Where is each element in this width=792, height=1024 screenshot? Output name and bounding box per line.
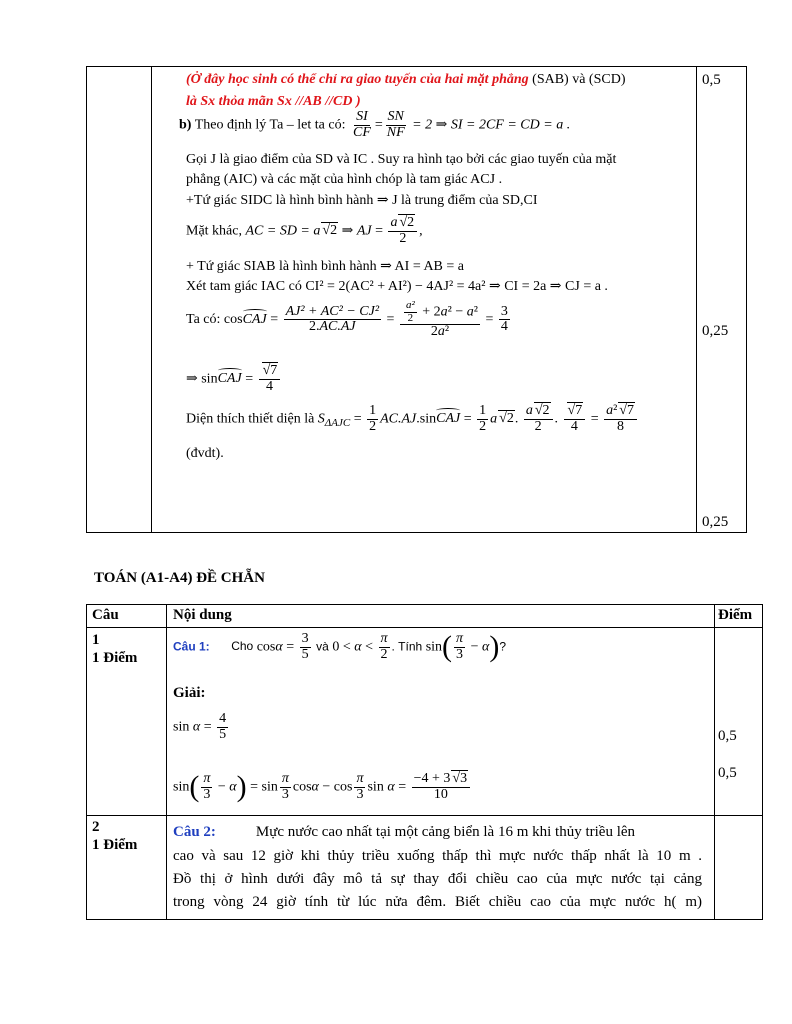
sidc-line: +Tứ giác SIDC là hình bình hành ⇒ J là trung điểm của SD,CI <box>186 193 538 208</box>
cos-caj-line: Ta có: cosCAJ = $\frac{\text{AJ² + AC² − CJ²}}{2.AC.AJ}$ = $\frac{\text{a²}}{2}$ + 2a² − a² 2a² = $\frac{3}{4}$ <box>186 299 508 340</box>
score: 0,25 <box>702 323 729 339</box>
column-divider <box>151 67 152 532</box>
header-diem: Điểm <box>718 607 753 623</box>
q2-line4: trong vòng 24 giờ tính từ lúc nửa đêm. Biết chiều cao của mực nước h( m) <box>173 894 702 910</box>
j-definition-2: phẳng (AIC) và các mặt của hình chóp là tam giác ACJ . <box>186 172 503 187</box>
ac-sd-line: Mặt khác, AC = SD = a√ 2 ⇒ AJ = $\frac{a√ 2}{2}$ , <box>186 216 423 246</box>
row-divider <box>87 627 762 628</box>
teacher-note: (Ở đây học sinh có thể chỉ ra giao tuyến của hai mặt phẳng (SAB) và (SCD) <box>186 72 626 87</box>
q2-line1: Câu 2: Mực nước cao nhất tại một cảng biển là 16 m khi thủy triều lên <box>173 824 636 840</box>
column-divider <box>696 67 697 532</box>
score: 0,5 <box>702 72 721 88</box>
header-cau: Câu <box>92 607 119 623</box>
q2-number: 2 <box>92 819 100 835</box>
header-noi-dung: Nội dung <box>173 607 232 623</box>
section-title: TOÁN (A1-A4) ĐỀ CHẴN <box>94 570 265 586</box>
q1-number: 1 <box>92 632 100 648</box>
q1-points: 1 Điểm <box>92 650 138 666</box>
q2-line3: Đồ thị ở hình dưới đây mô tả sự thay đổi chiều cao của mực nước tại cảng <box>173 871 702 887</box>
q1-result: sin( $\frac{\pi}{3}$ − α) = sin $\frac{\pi}{3}$ cosα − cos $\frac{\pi}{3}$ sin α = $\frac{-4 + 3√ 3}{10}$ <box>173 772 472 802</box>
j-definition: Gọi J là giao điểm của SD và IC . Suy ra hình tạo bởi các giao tuyến của mặt <box>186 152 617 167</box>
q1-prompt: Câu 1: Cho cosα = $\frac{3}{5}$ và 0 < α < $\frac{\pi}{2}$ . Tính sin( $\frac{\pi}{3}$ − α)? <box>173 630 507 664</box>
xet-line: Xét tam giác IAC có CI² = 2(AC² + AI²) − 4AJ² = 4a² ⇒ CI = 2a ⇒ CJ = a . <box>186 279 608 294</box>
column-divider <box>166 605 167 919</box>
q1-solution-label: Giải: <box>173 685 206 701</box>
score: 0,25 <box>702 514 729 530</box>
score: 0,5 <box>718 765 737 781</box>
area-line: Diện thích thiết diện là $S_{\Delta AJC}$ = $\frac{1}{2}$ AC.AJ.sinCAJ = $\frac{1}{2}$ a√ 2. $\frac{a√ 2}{2}$ . √ $\frac{7}{4}$ = $\frac{\text{a²√ 7}}{8}$ <box>186 404 639 434</box>
teacher-note-line2: là Sx thỏa mãn Sx //AB //CD ) <box>186 94 361 109</box>
q2-points: 1 Điểm <box>92 837 138 853</box>
column-divider <box>714 605 715 919</box>
sin-caj-line: ⇒ sinCAJ = √ $\frac{7}{4}$ <box>186 364 282 394</box>
siab-line: + Tứ giác SIAB là hình bình hành ⇒ AI = AB = a <box>186 259 465 274</box>
area-unit: (đvdt). <box>186 446 224 461</box>
q2-line2: cao và sau 12 giờ khi thủy triều xuống thấp thì mực nước thấp nhất là 10 m . <box>173 848 702 864</box>
row-divider <box>87 815 762 816</box>
thales-line: b) Theo định lý Ta – let ta có: $\frac{SI}{CF}$ = $\frac{SN}{NF}$ = 2 ⇒ SI = 2CF = CD = a . <box>179 109 571 140</box>
q1-sin-alpha: sin α = $\frac{4}{5}$ <box>173 711 227 742</box>
score: 0,5 <box>718 728 737 744</box>
